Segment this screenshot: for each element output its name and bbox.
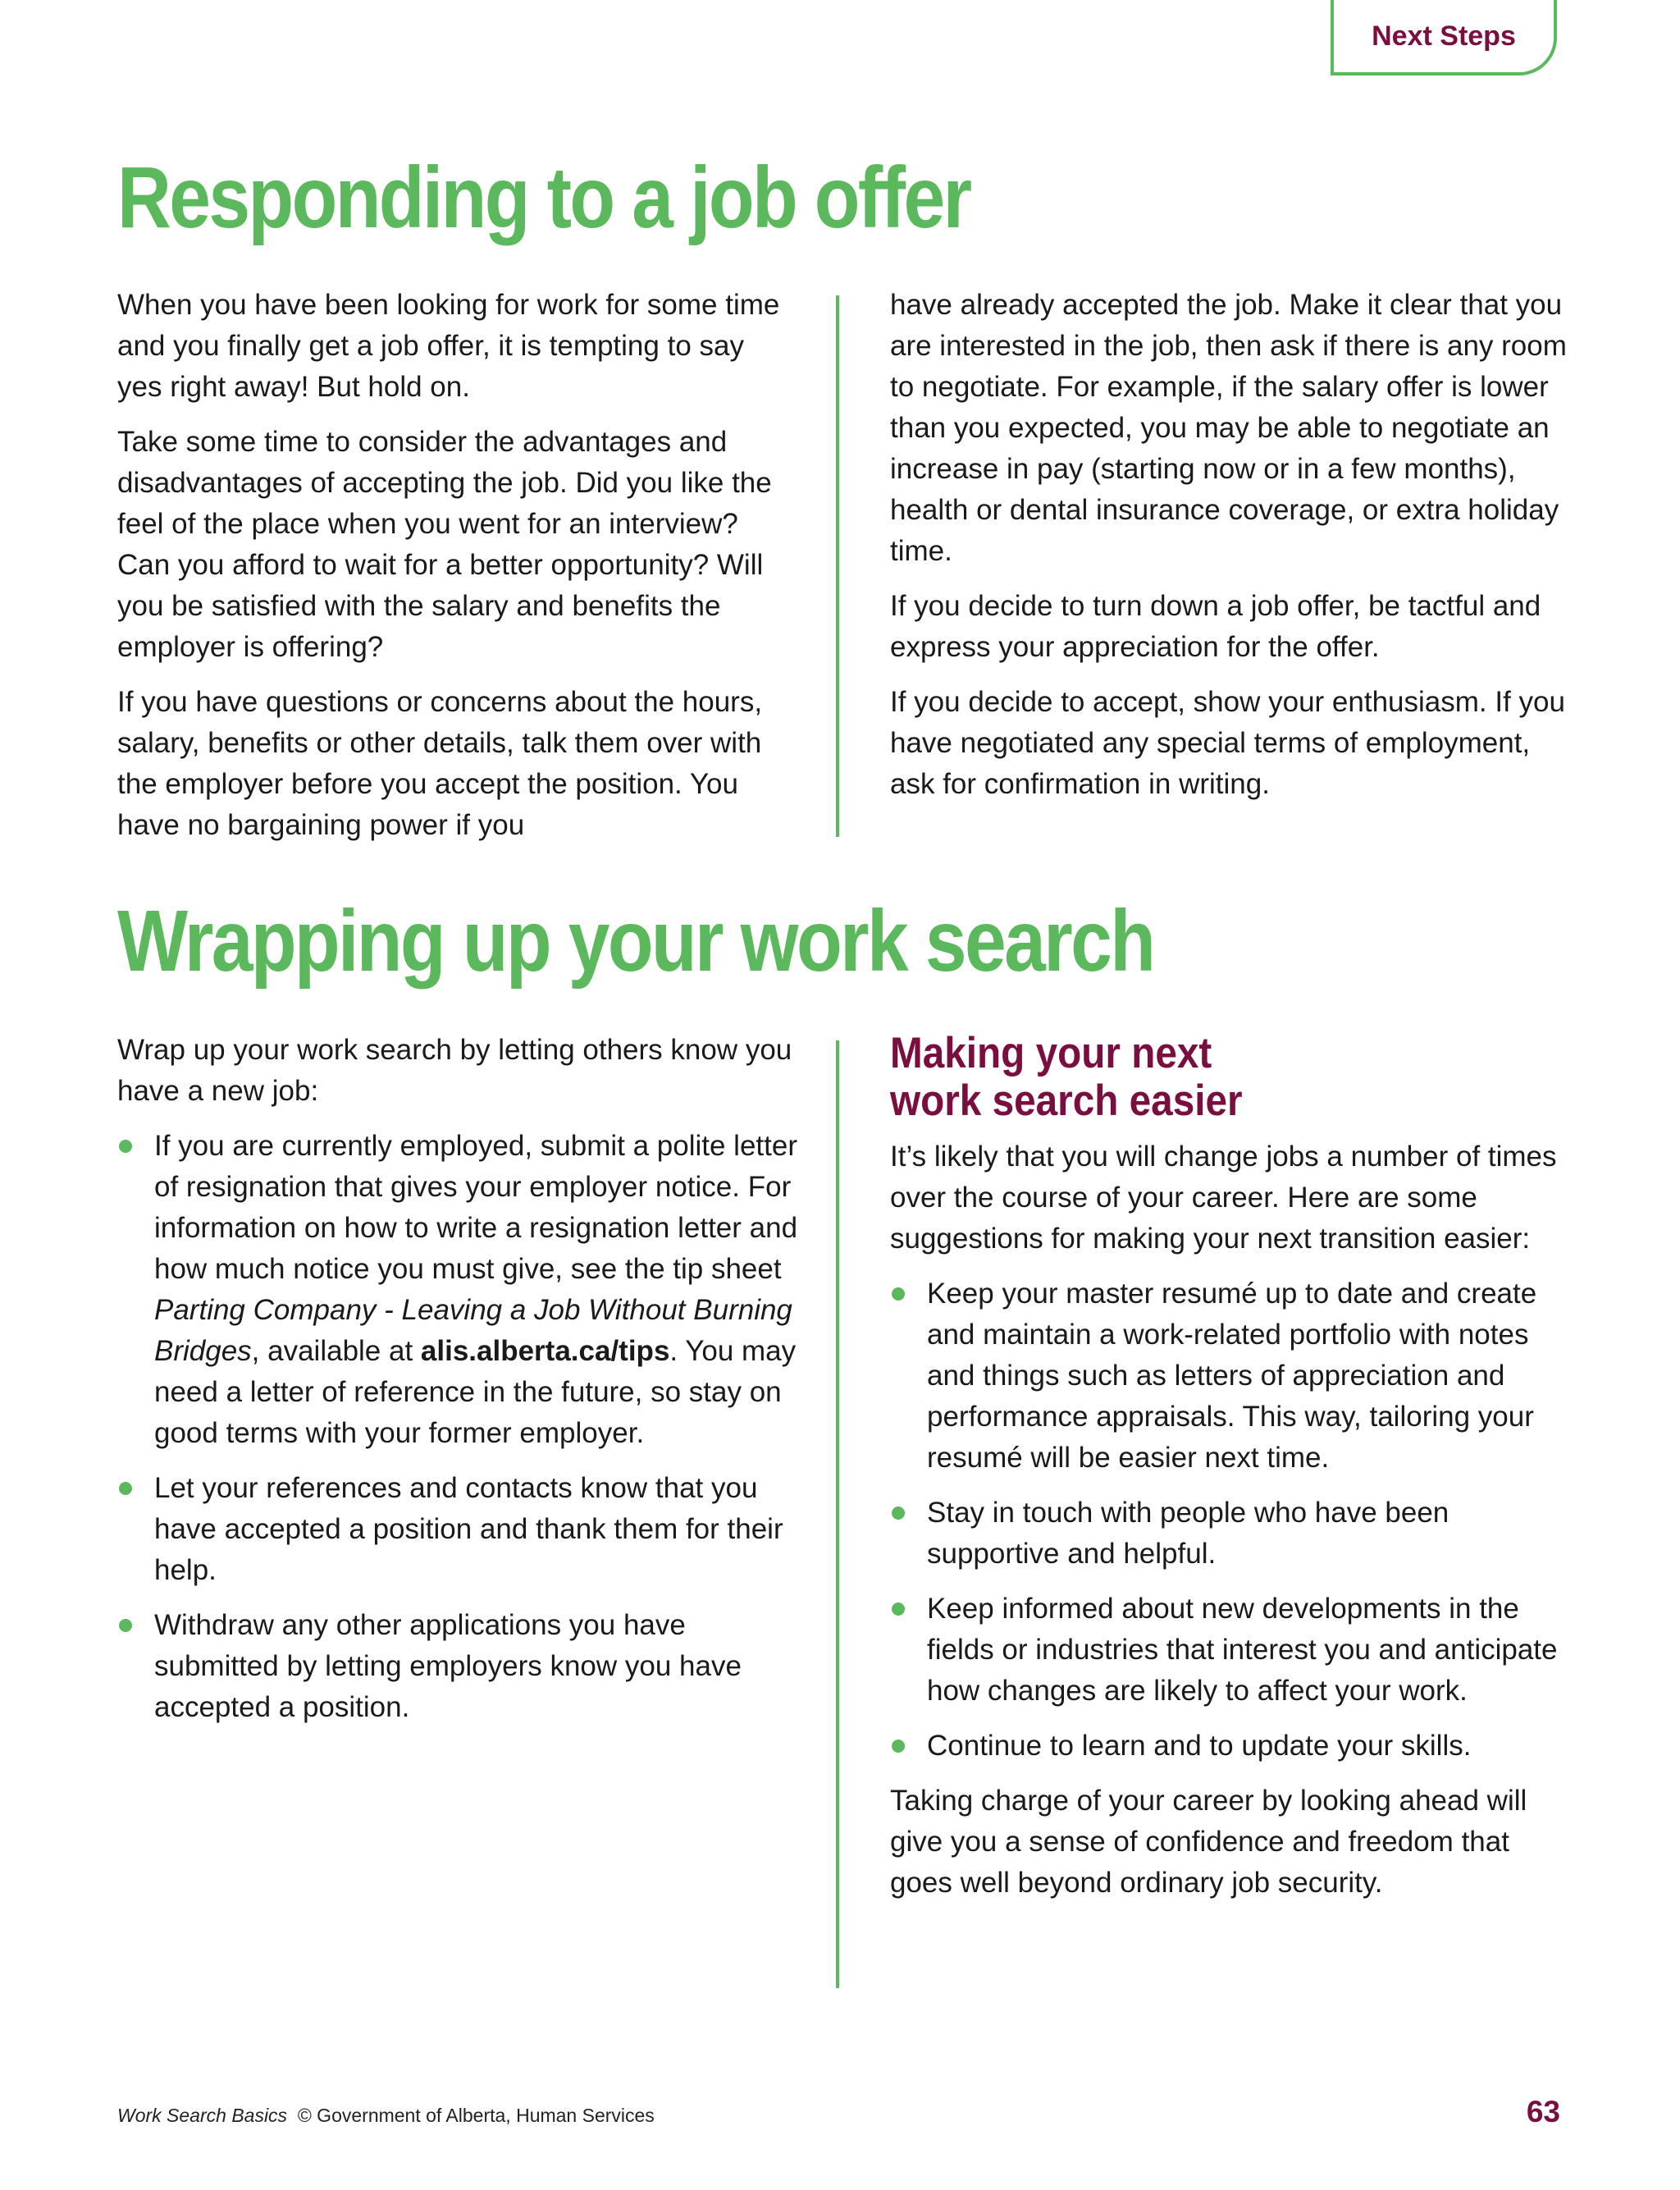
heading-wrapping-up-work-search: Wrapping up your work search [117, 893, 1154, 990]
paragraph: have already accepted the job. Make it clear that you are interested in the job, then ask if there is any room to negotiate. For example, if the salary offer is lower than you expected, you may be able to negotiate an increase in pay (starting now or in a few months), health or dental insurance coverage, or extra holiday time. [890, 289, 1567, 567]
list-item: Keep your master resumé up to date and create and maintain a work-related portfolio with notes and things such as letters of appreciation and performance appraisals. This way, tailoring your resumé will be easier next time. [890, 1273, 1571, 1479]
section1-left-column [117, 285, 790, 860]
tip-sheet-title: Parting Company - Leaving a Job Without Burning Bridges [154, 1294, 792, 1367]
bullet-dot [892, 1602, 905, 1616]
list-item: Keep informed about new developments in the fields or industries that interest you and anticipate how changes are likely to affect your work. [890, 1589, 1571, 1712]
list-item: Continue to learn and to update your skills. [890, 1726, 1571, 1767]
closing-paragraph: Taking charge of your career by looking ahead will give you a sense of confidence and freedom that goes well beyond ordinary job security. [890, 1785, 1527, 1899]
paragraph: If you have questions or concerns about the hours, salary, benefits or other details, talk them over with the employer before you accept the position. You have no bargaining power if you [117, 686, 763, 841]
column-divider [836, 295, 839, 837]
bullet-dot [119, 1619, 132, 1632]
bullet-dot [892, 1740, 905, 1753]
bullet-dot [119, 1482, 132, 1495]
footer-credit [117, 2105, 655, 2127]
wrap-up-bullet-list [117, 1126, 798, 1728]
list-item: Withdraw any other applications you have submitted by letting employers know you have accepted a position. [117, 1605, 798, 1728]
list-item: Let your references and contacts know that you have accepted a position and thank them for their help. [117, 1468, 798, 1591]
subheading-making-next-search-easier: Making your next work search easier [890, 1029, 1243, 1125]
page-number: 63 [1526, 2095, 1560, 2128]
column-divider [836, 1040, 839, 1988]
heading-responding-to-job-offer: Responding to a job offer [117, 149, 970, 246]
section1-right-column [890, 285, 1571, 819]
list-item: If you are currently employed, submit a polite letter of resignation that gives your employer notice. For information on how to write a resignation letter and how much notice you must give, see the tip sheet Parting Company - Leaving a Job Without Burning Bridges, available at alis.alberta.ca/tips. You may need a letter of reference in the future, so stay on good terms with your former employer. [117, 1126, 798, 1454]
bullet-dot [892, 1287, 905, 1301]
paragraph: When you have been looking for work for some time and you finally get a job offer, it is tempting to say yes right away! But hold on. [117, 289, 780, 403]
publication-title: Work Search Basics [117, 2105, 288, 2126]
alis-url: alis.alberta.ca/tips [420, 1335, 670, 1367]
section2-right-column [890, 1030, 1571, 1918]
bullet-dot [892, 1506, 905, 1520]
copyright-notice: © Government of Alberta, Human Services [297, 2105, 655, 2126]
paragraph: If you decide to turn down a job offer, be tactful and express your appreciation for the offer. [890, 590, 1541, 663]
section-tab-next-steps [1331, 0, 1557, 75]
list-item: Stay in touch with people who have been supportive and helpful. [890, 1493, 1571, 1575]
suggestions-bullet-list [890, 1273, 1571, 1767]
section2-left-column [117, 1030, 798, 1742]
bullet-dot [119, 1140, 132, 1153]
paragraph: If you decide to accept, show your enthusiasm. If you have negotiated any special terms of employment, ask for confirmation in writing. [890, 686, 1565, 800]
paragraph: Take some time to consider the advantages and disadvantages of accepting the job. Did you like the feel of the place when you went for an interview? Can you afford to wait for a better opportunity? Will you be satisfied with the salary and benefits the employer is offering? [117, 426, 772, 663]
intro-paragraph: Wrap up your work search by letting others know you have a new job: [117, 1034, 792, 1107]
intro-paragraph: It’s likely that you will change jobs a number of times over the course of your career. Here are some suggestions for making your next transition easier: [890, 1141, 1557, 1255]
section-tab-label: Next Steps [1372, 20, 1516, 52]
